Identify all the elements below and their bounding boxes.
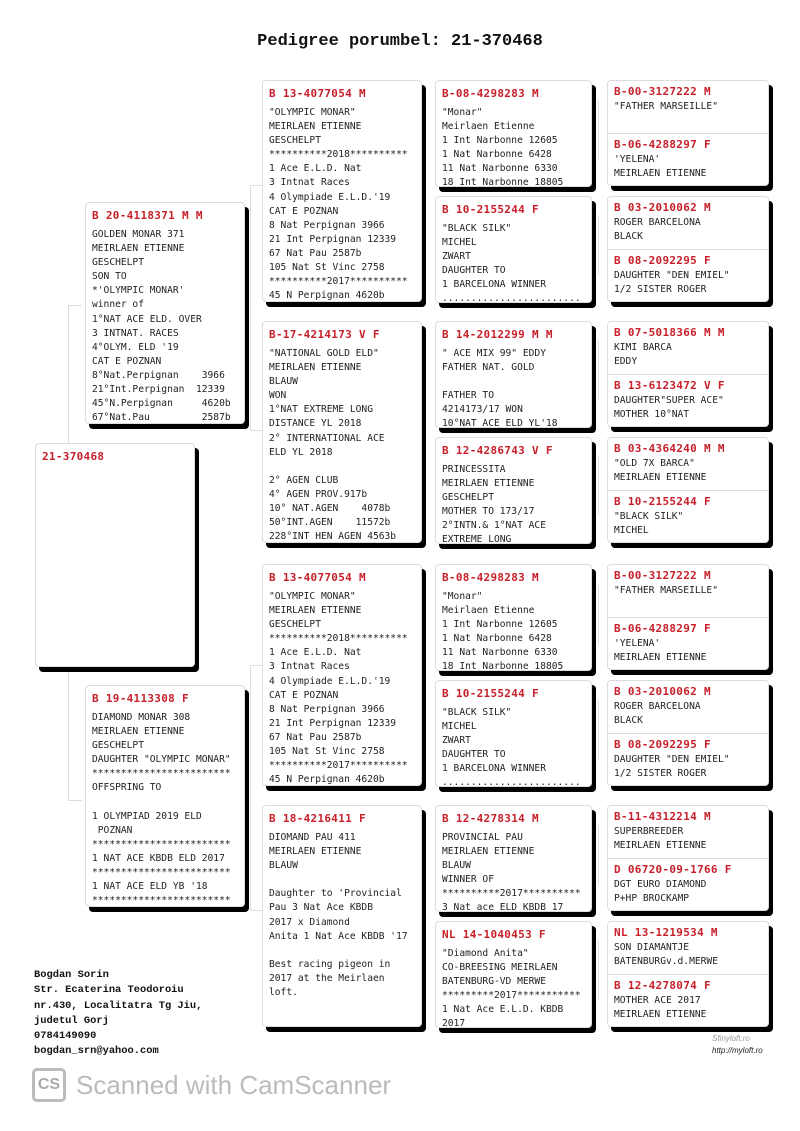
ring-number: B-06-4288297 F: [614, 622, 711, 635]
dam-card[interactable]: [85, 685, 245, 907]
great-grandparent-card[interactable]: [435, 196, 592, 303]
ancestor-entry[interactable]: [608, 565, 768, 617]
connector-line: [598, 340, 599, 400]
connector-line: [598, 940, 599, 1000]
ancestor-entry[interactable]: [608, 375, 768, 427]
ring-number: B 08-2092295 F: [614, 738, 711, 751]
ancestor-entry[interactable]: [608, 922, 768, 974]
owner-name: Bogdan Sorin: [34, 969, 109, 981]
ancestor-entry[interactable]: [608, 491, 768, 543]
pigeon-details: "Diamond Anita" CO-BREESING MEIRLAEN BATENBURG-VD MERWE *********2017*********** 1 Nat Ace E.L.D. KBDB 2017: [442, 948, 581, 1028]
pigeon-details: "BLACK SILK" MICHEL ZWART DAUGHTER TO 1 BARCELONA WINNER ........................: [442, 223, 581, 303]
pigeon-details: "BLACK SILK" MICHEL ZWART DAUGHTER TO 1 BARCELONA WINNER ........................: [442, 707, 581, 787]
connector-line: [68, 305, 82, 306]
ring-number: B 20-4118371 M M: [92, 209, 203, 222]
grandparent-card[interactable]: [262, 805, 422, 1027]
ring-number: B 07-5018366 M M: [614, 326, 725, 339]
camscanner-text: Scanned with CamScanner: [76, 1069, 392, 1100]
great-great-grandparents-card[interactable]: [607, 564, 769, 670]
ring-number: B 10-2155244 F: [442, 203, 539, 216]
ancestor-entry[interactable]: [608, 438, 768, 490]
ring-number: B 03-2010062 M: [614, 201, 711, 214]
great-grandparent-card[interactable]: [435, 805, 592, 912]
ring-number: B 14-2012299 M M: [442, 328, 553, 341]
pigeon-details: GOLDEN MONAR 371 MEIRLAEN ETIENNE GESCHELPT SON TO *'OLYMPIC MONAR' winner of 1°NAT ACE ELD. OVER 3 INTNAT. RACES 4°OLYM. ELD '19 CAT E POZNAN 8°Nat.Perpignan 3966 21°Int.Perpignan 12339 45°N.Perpignan 4620b 67°Nat.Pau 2587b: [92, 229, 231, 424]
ring-number: B 08-2092295 F: [614, 254, 711, 267]
ring-number: NL 13-1219534 M: [614, 926, 718, 939]
pigeon-details: DGT EURO DIAMOND P+HP BROCKAMP: [614, 879, 707, 905]
connector-line: [425, 370, 426, 485]
ring-number: B 13-4077054 M: [269, 87, 366, 100]
great-great-grandparents-card[interactable]: [607, 196, 769, 302]
connector-line: [68, 305, 69, 445]
connector-line: [598, 455, 599, 515]
ring-number: B-08-4298283 M: [442, 87, 539, 100]
ring-number: D 06720-09-1766 F: [614, 863, 732, 876]
ring-number: B 19-4113308 F: [92, 692, 189, 705]
page-title: Pedigree porumbel: 21-370468: [257, 32, 543, 51]
ancestor-entry[interactable]: [608, 975, 768, 1027]
owner-county: judetul Gorj: [34, 1014, 109, 1027]
pigeon-details: PRINCESSITA MEIRLAEN ETIENNE GESCHELPT MOTHER TO 173/17 2°INTN.& 1°NAT ACE EXTREME LONG: [442, 464, 546, 544]
connector-line: [598, 585, 599, 645]
connector-line: [68, 800, 82, 801]
pigeon-details: DIOMAND PAU 411 MEIRLAEN ETIENNE BLAUW Daughter to 'Provincial Pau 3 Nat Ace KBDB 2017 x Diamond Anita 1 Nat Ace KBDB '17 Best racing pigeon in 2017 at the Meirlaen loft.: [269, 832, 408, 999]
pigeon-details: "Monar" Meirlaen Etienne 1 Int Narbonne 12605 1 Nat Narbonne 6428 11 Nat Narbonne 6330 18 Int Narbonne 18805: [442, 591, 564, 671]
ring-number: NL 14-1040453 F: [442, 928, 546, 941]
pigeon-details: "OLYMPIC MONAR" MEIRLAEN ETIENNE GESCHELPT **********2018********** 1 Ace E.L.D. Nat 3 Intnat Races 4 Olympiade E.L.D.'19 CAT E POZNAN 8 Nat Perpignan 3966 21 Int Perpignan 12339 67 Nat Pau 2587b 105 Nat St Vinc 2758 **********2017********** 45 N Perpignan 4620b: [269, 591, 408, 786]
great-great-grandparents-card[interactable]: [607, 921, 769, 1027]
great-grandparent-card[interactable]: [435, 564, 592, 671]
ancestor-entry[interactable]: [608, 81, 768, 133]
grandparent-card[interactable]: [262, 80, 422, 302]
pigeon-details: 'YELENA' MEIRLAEN ETIENNE: [614, 154, 707, 180]
great-great-grandparents-card[interactable]: [607, 437, 769, 543]
pigeon-details: "BLACK SILK" MICHEL: [614, 511, 684, 537]
pigeon-details: DAUGHTER"SUPER ACE" MOTHER 10°NAT: [614, 395, 724, 421]
ancestor-entry[interactable]: [608, 197, 768, 249]
pigeon-details: "Monar" Meirlaen Etienne 1 Int Narbonne 12605 1 Nat Narbonne 6428 11 Nat Narbonne 6330 18 Int Narbonne 18805: [442, 107, 564, 187]
pigeon-details: "OLYMPIC MONAR" MEIRLAEN ETIENNE GESCHELPT **********2018********** 1 Ace E.L.D. Nat 3 Intnat Races 4 Olympiade E.L.D.'19 CAT E POZNAN 8 Nat Perpignan 3966 21 Int Perpignan 12339 67 Nat Pau 2587b 105 Nat St Vinc 2758 **********2017********** 45 N Perpignan 4620b: [269, 107, 408, 302]
ancestor-entry[interactable]: [608, 618, 768, 670]
connector-line: [250, 665, 251, 910]
camscanner-watermark: [32, 1068, 391, 1102]
ring-number: B-06-4288297 F: [614, 138, 711, 151]
ancestor-entry[interactable]: [608, 322, 768, 374]
pigeon-details: PROVINCIAL PAU MEIRLAEN ETIENNE BLAUW WINNER OF **********2017********** 3 Nat ace ELD KBDB 17: [442, 832, 581, 912]
ring-number: B 03-2010062 M: [614, 685, 711, 698]
pigeon-details: ROGER BARCELONA BLACK: [614, 217, 701, 243]
connector-line: [598, 825, 599, 885]
pigeon-details: "NATIONAL GOLD ELD" MEIRLAEN ETIENNE BLAUW WON 1°NAT EXTREME LONG DISTANCE YL 2018 2° INTERNATIONAL ACE ELD YL 2018 2° AGEN CLUB 4° AGEN PROV.917b 10° NAT.AGEN 4078b 50°INT.AGEN 11572b 228°INT HEN AGEN 4563b: [269, 348, 397, 543]
pigeon-details: MOTHER ACE 2017 MEIRLAEN ETIENNE: [614, 995, 707, 1021]
ancestor-entry[interactable]: [608, 250, 768, 302]
connector-line: [425, 130, 426, 245]
ancestor-entry[interactable]: [608, 681, 768, 733]
ring-number: B 10-2155244 F: [442, 687, 539, 700]
connector-line: [425, 855, 426, 970]
ring-number: B 13-4077054 M: [269, 571, 366, 584]
owner-number: nr.430, Localitatra Tg Jiu,: [34, 999, 203, 1012]
pigeon-details: DIAMOND MONAR 308 MEIRLAEN ETIENNE GESCHELPT DAUGHTER "OLYMPIC MONAR" ************************ OFFSPRING TO 1 OLYMPIAD 2019 ELD POZNAN ************************ 1 NAT ACE KBDB ELD 2017 ************************ 1 NAT ACE ELD YB '18 ************************: [92, 712, 231, 907]
pigeon-details: DAUGHTER "DEN EMIEL" 1/2 SISTER ROGER: [614, 754, 730, 780]
ring-number: B-17-4214173 V F: [269, 328, 380, 341]
ring-number: B 03-4364240 M M: [614, 442, 725, 455]
pigeon-details: "FATHER MARSEILLE": [614, 101, 718, 112]
ring-number: B 13-6123472 V F: [614, 379, 725, 392]
pigeon-details: "OLD 7X BARCA" MEIRLAEN ETIENNE: [614, 458, 707, 484]
ring-number: B 10-2155244 F: [614, 495, 711, 508]
owner-street: Str. Ecaterina Teodoroiu: [34, 984, 184, 997]
connector-line: [598, 700, 599, 760]
ring-number: B-08-4298283 M: [442, 571, 539, 584]
ring-number: B-00-3127222 M: [614, 569, 711, 582]
ring-number: B 12-4278314 M: [442, 812, 539, 825]
website-link[interactable]: http://myloft.ro: [712, 1046, 763, 1055]
ancestor-entry[interactable]: [608, 734, 768, 786]
great-great-grandparents-card[interactable]: [607, 321, 769, 427]
connector-line: [425, 615, 426, 730]
ring-number: B 12-4278074 F: [614, 979, 711, 992]
ring-number: B-00-3127222 M: [614, 85, 711, 98]
pigeon-details: KIMI BARCA EDDY: [614, 342, 672, 368]
great-great-grandparents-card[interactable]: [607, 80, 769, 186]
ring-number: B-11-4312214 M: [614, 810, 711, 823]
ancestor-entry[interactable]: [608, 859, 768, 911]
pigeon-details: 'YELENA' MEIRLAEN ETIENNE: [614, 638, 707, 664]
grandparent-card[interactable]: [262, 321, 422, 543]
signature: Sfinyloft.ro: [712, 1034, 750, 1043]
ring-number: B 18-4216411 F: [269, 812, 366, 825]
great-grandparent-card[interactable]: [435, 437, 592, 544]
camscanner-logo-icon: CS: [32, 1068, 66, 1102]
owner-email[interactable]: bogdan_srn@yahoo.com: [34, 1045, 159, 1058]
great-great-grandparents-card[interactable]: [607, 680, 769, 786]
connector-line: [68, 666, 69, 800]
grandparent-card[interactable]: [262, 564, 422, 786]
connector-line: [598, 215, 599, 275]
ancestor-entry[interactable]: [608, 806, 768, 858]
owner-info: [34, 968, 202, 1060]
great-grandparent-card[interactable]: [435, 921, 592, 1028]
pigeon-details: "FATHER MARSEILLE": [614, 585, 718, 596]
great-grandparent-card[interactable]: [435, 680, 592, 787]
pigeon-details: DAUGHTER "DEN EMIEL" 1/2 SISTER ROGER: [614, 270, 730, 296]
ring-number: 21-370468: [42, 450, 105, 463]
pigeon-details: SUPERBREEDER MEIRLAEN ETIENNE: [614, 826, 707, 852]
owner-phone: 0784149090: [34, 1030, 97, 1043]
subject-card[interactable]: [35, 443, 195, 667]
great-great-grandparents-card[interactable]: [607, 805, 769, 911]
ring-number: B 12-4286743 V F: [442, 444, 553, 457]
pigeon-details: SON DIAMANTJE BATENBURGv.d.MERWE: [614, 942, 718, 968]
ancestor-entry[interactable]: [608, 134, 768, 186]
connector-line: [250, 185, 251, 430]
great-grandparent-card[interactable]: [435, 321, 592, 428]
pigeon-details: ROGER BARCELONA BLACK: [614, 701, 701, 727]
connector-line: [598, 100, 599, 160]
sire-card[interactable]: [85, 202, 245, 424]
pigeon-details: " ACE MIX 99" EDDY FATHER NAT. GOLD FATHER TO 4214173/17 WON 10°NAT ACE ELD YL'18: [442, 348, 558, 428]
great-grandparent-card[interactable]: [435, 80, 592, 187]
